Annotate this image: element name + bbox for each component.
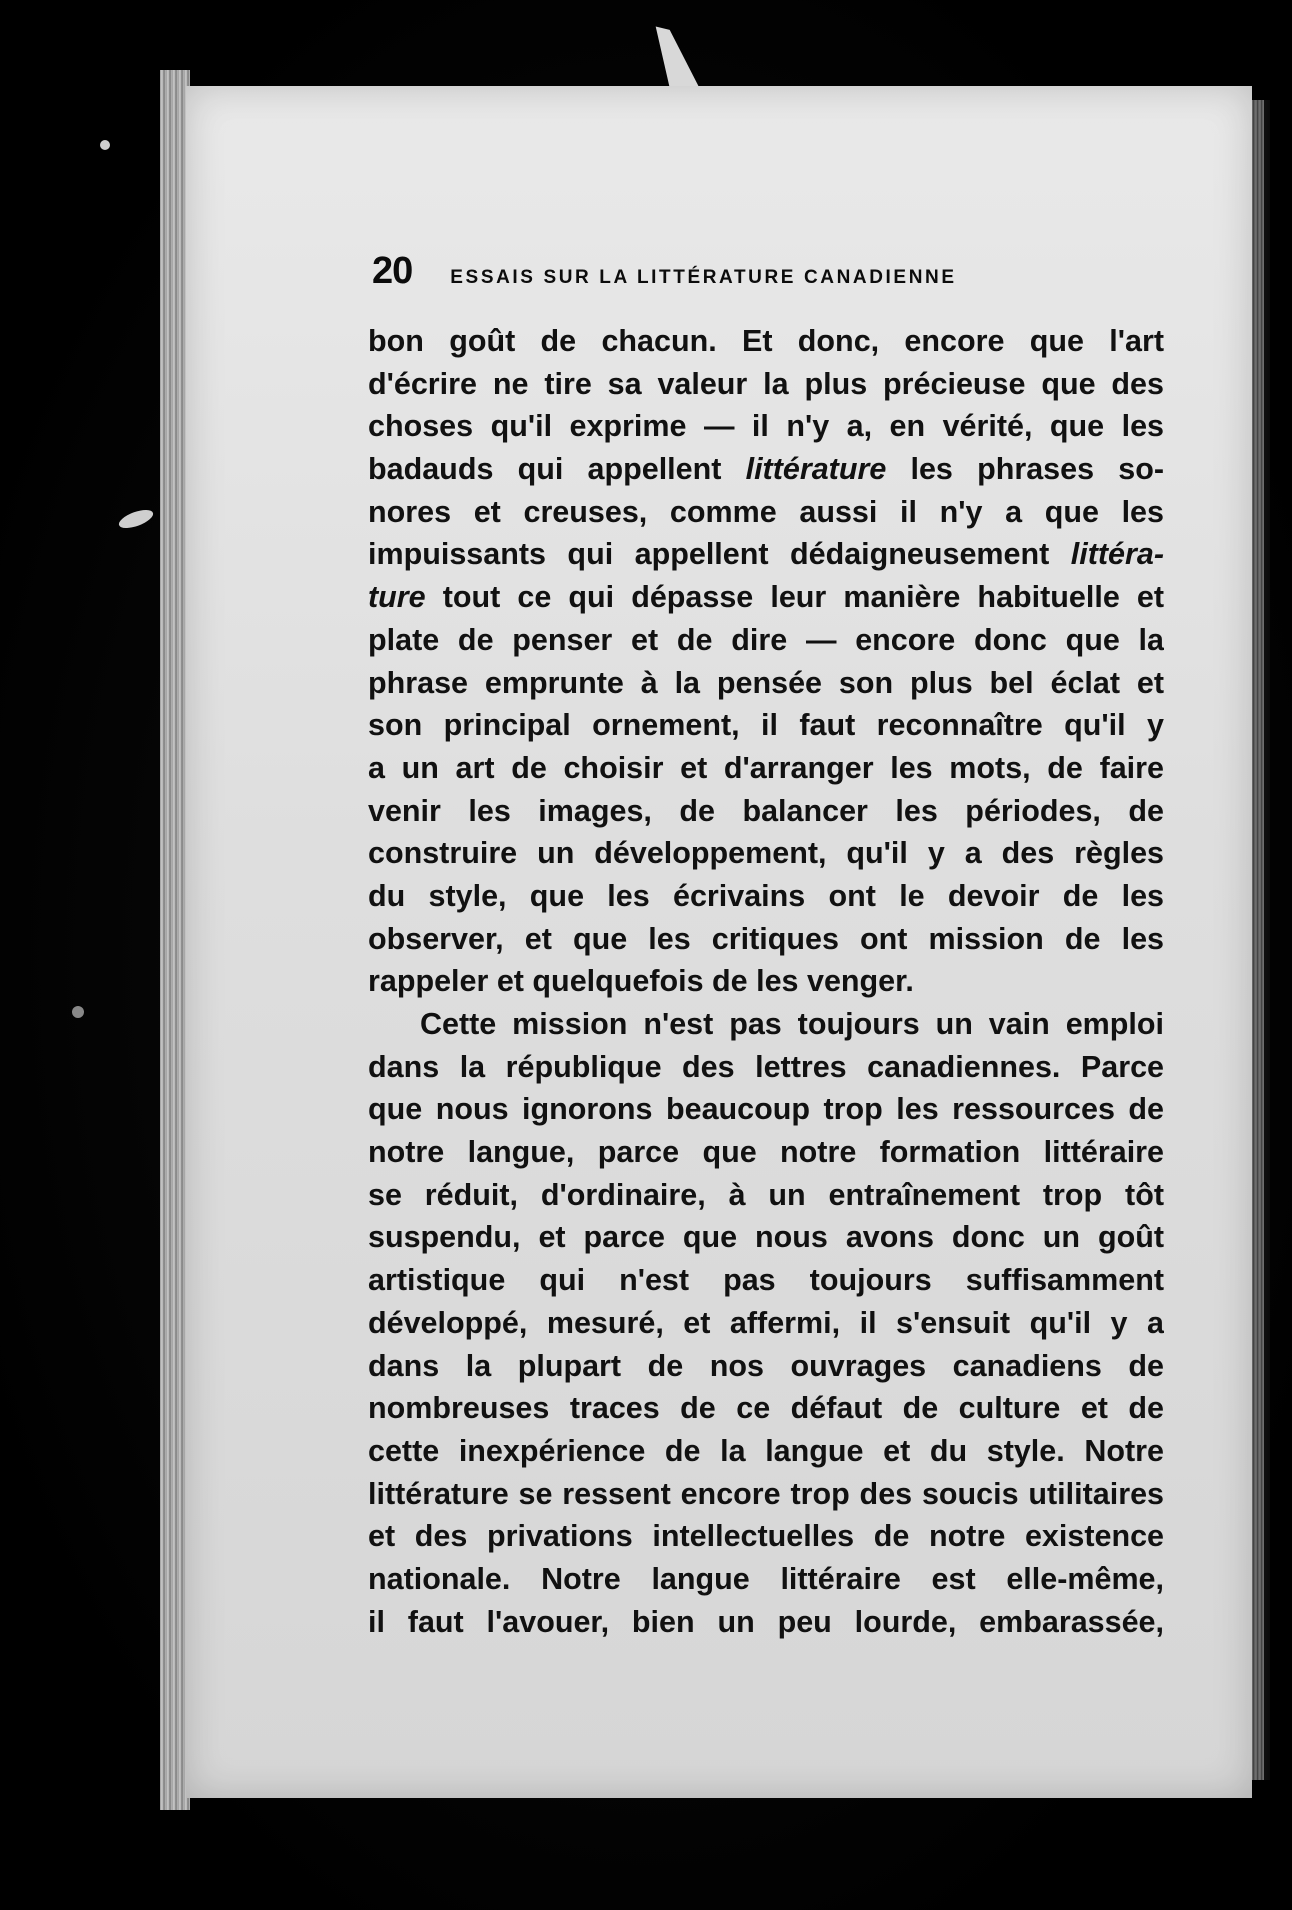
text-line: et des privations intellectuelles de notre existence	[368, 1519, 1164, 1554]
text-line: dans la république des lettres canadiennes. Parce	[368, 1049, 1164, 1084]
text-line: se réduit, d'ordinaire, à un entraînement trop tôt	[368, 1177, 1164, 1212]
text-line: Cette mission n'est pas toujours un vain emploi	[420, 1007, 1164, 1041]
italic-term: littérature	[745, 452, 887, 487]
italic-term: ture	[368, 580, 426, 615]
text-line: rappeler et quelquefois de les venger.	[368, 964, 914, 999]
scan-speck	[72, 1006, 84, 1018]
text-line: littérature se ressent encore trop des soucis utilitaires	[368, 1476, 1164, 1511]
text-line: d'écrire ne tire sa valeur la plus précieuse que des	[368, 366, 1164, 401]
running-title: ESSAIS SUR LA LITTÉRATURE CANADIENNE	[450, 267, 957, 288]
italic-term: littéra-	[1070, 537, 1164, 572]
text-line: son principal ornement, il faut reconnaître qu'il y	[368, 708, 1164, 743]
text-line: il faut l'avouer, bien un peu lourde, embarassée,	[368, 1604, 1164, 1639]
text-line: a un art de choisir et d'arranger les mots, de faire	[368, 750, 1164, 785]
text-line: nombreuses traces de ce défaut de culture et de	[368, 1391, 1164, 1426]
text-line: bon goût de chacun. Et donc, encore que l'art	[368, 324, 1164, 358]
page-stack-right-edge	[1250, 100, 1264, 1780]
body-text	[368, 320, 1164, 1643]
text-line: phrase emprunte à la pensée son plus bel éclat et	[368, 665, 1164, 700]
text-line: du style, que les écrivains ont le devoir de les	[368, 878, 1164, 913]
text-line: choses qu'il exprime — il n'y a, en vérité, que les	[368, 409, 1164, 444]
text-line: cette inexpérience de la langue et du style. Notre	[368, 1433, 1164, 1468]
text-line: observer, et que les critiques ont mission de les	[368, 921, 1164, 956]
text-line: que nous ignorons beaucoup trop les ressources de	[368, 1092, 1164, 1127]
text-line: impuissants qui appellent dédaigneusement littéra-	[368, 537, 1164, 572]
page-header	[372, 250, 1162, 300]
text-line: nores et creuses, comme aussi il n'y a que les	[368, 494, 1164, 529]
text-line: plate de penser et de dire — encore donc que la	[368, 622, 1164, 657]
text-line: suspendu, et parce que nous avons donc un goût	[368, 1220, 1164, 1255]
text-line: venir les images, de balancer les périodes, de	[368, 793, 1164, 828]
text-line: notre langue, parce que notre formation littéraire	[368, 1135, 1164, 1170]
scan-speck	[100, 140, 110, 150]
text-line: développé, mesuré, et affermi, il s'ensuit qu'il y a	[368, 1305, 1164, 1340]
text-line: badauds qui appellent littérature les phrases so-	[368, 452, 1164, 487]
text-line: artistique qui n'est pas toujours suffisamment	[368, 1263, 1164, 1298]
text-line: nationale. Notre langue littéraire est elle-même,	[368, 1561, 1164, 1596]
text-line: dans la plupart de nos ouvrages canadiens de	[368, 1348, 1164, 1383]
text-line: construire un développement, qu'il y a des règles	[368, 836, 1164, 871]
text-line: ture tout ce qui dépasse leur manière habituelle et	[368, 580, 1164, 615]
page-number: 20	[372, 250, 413, 292]
